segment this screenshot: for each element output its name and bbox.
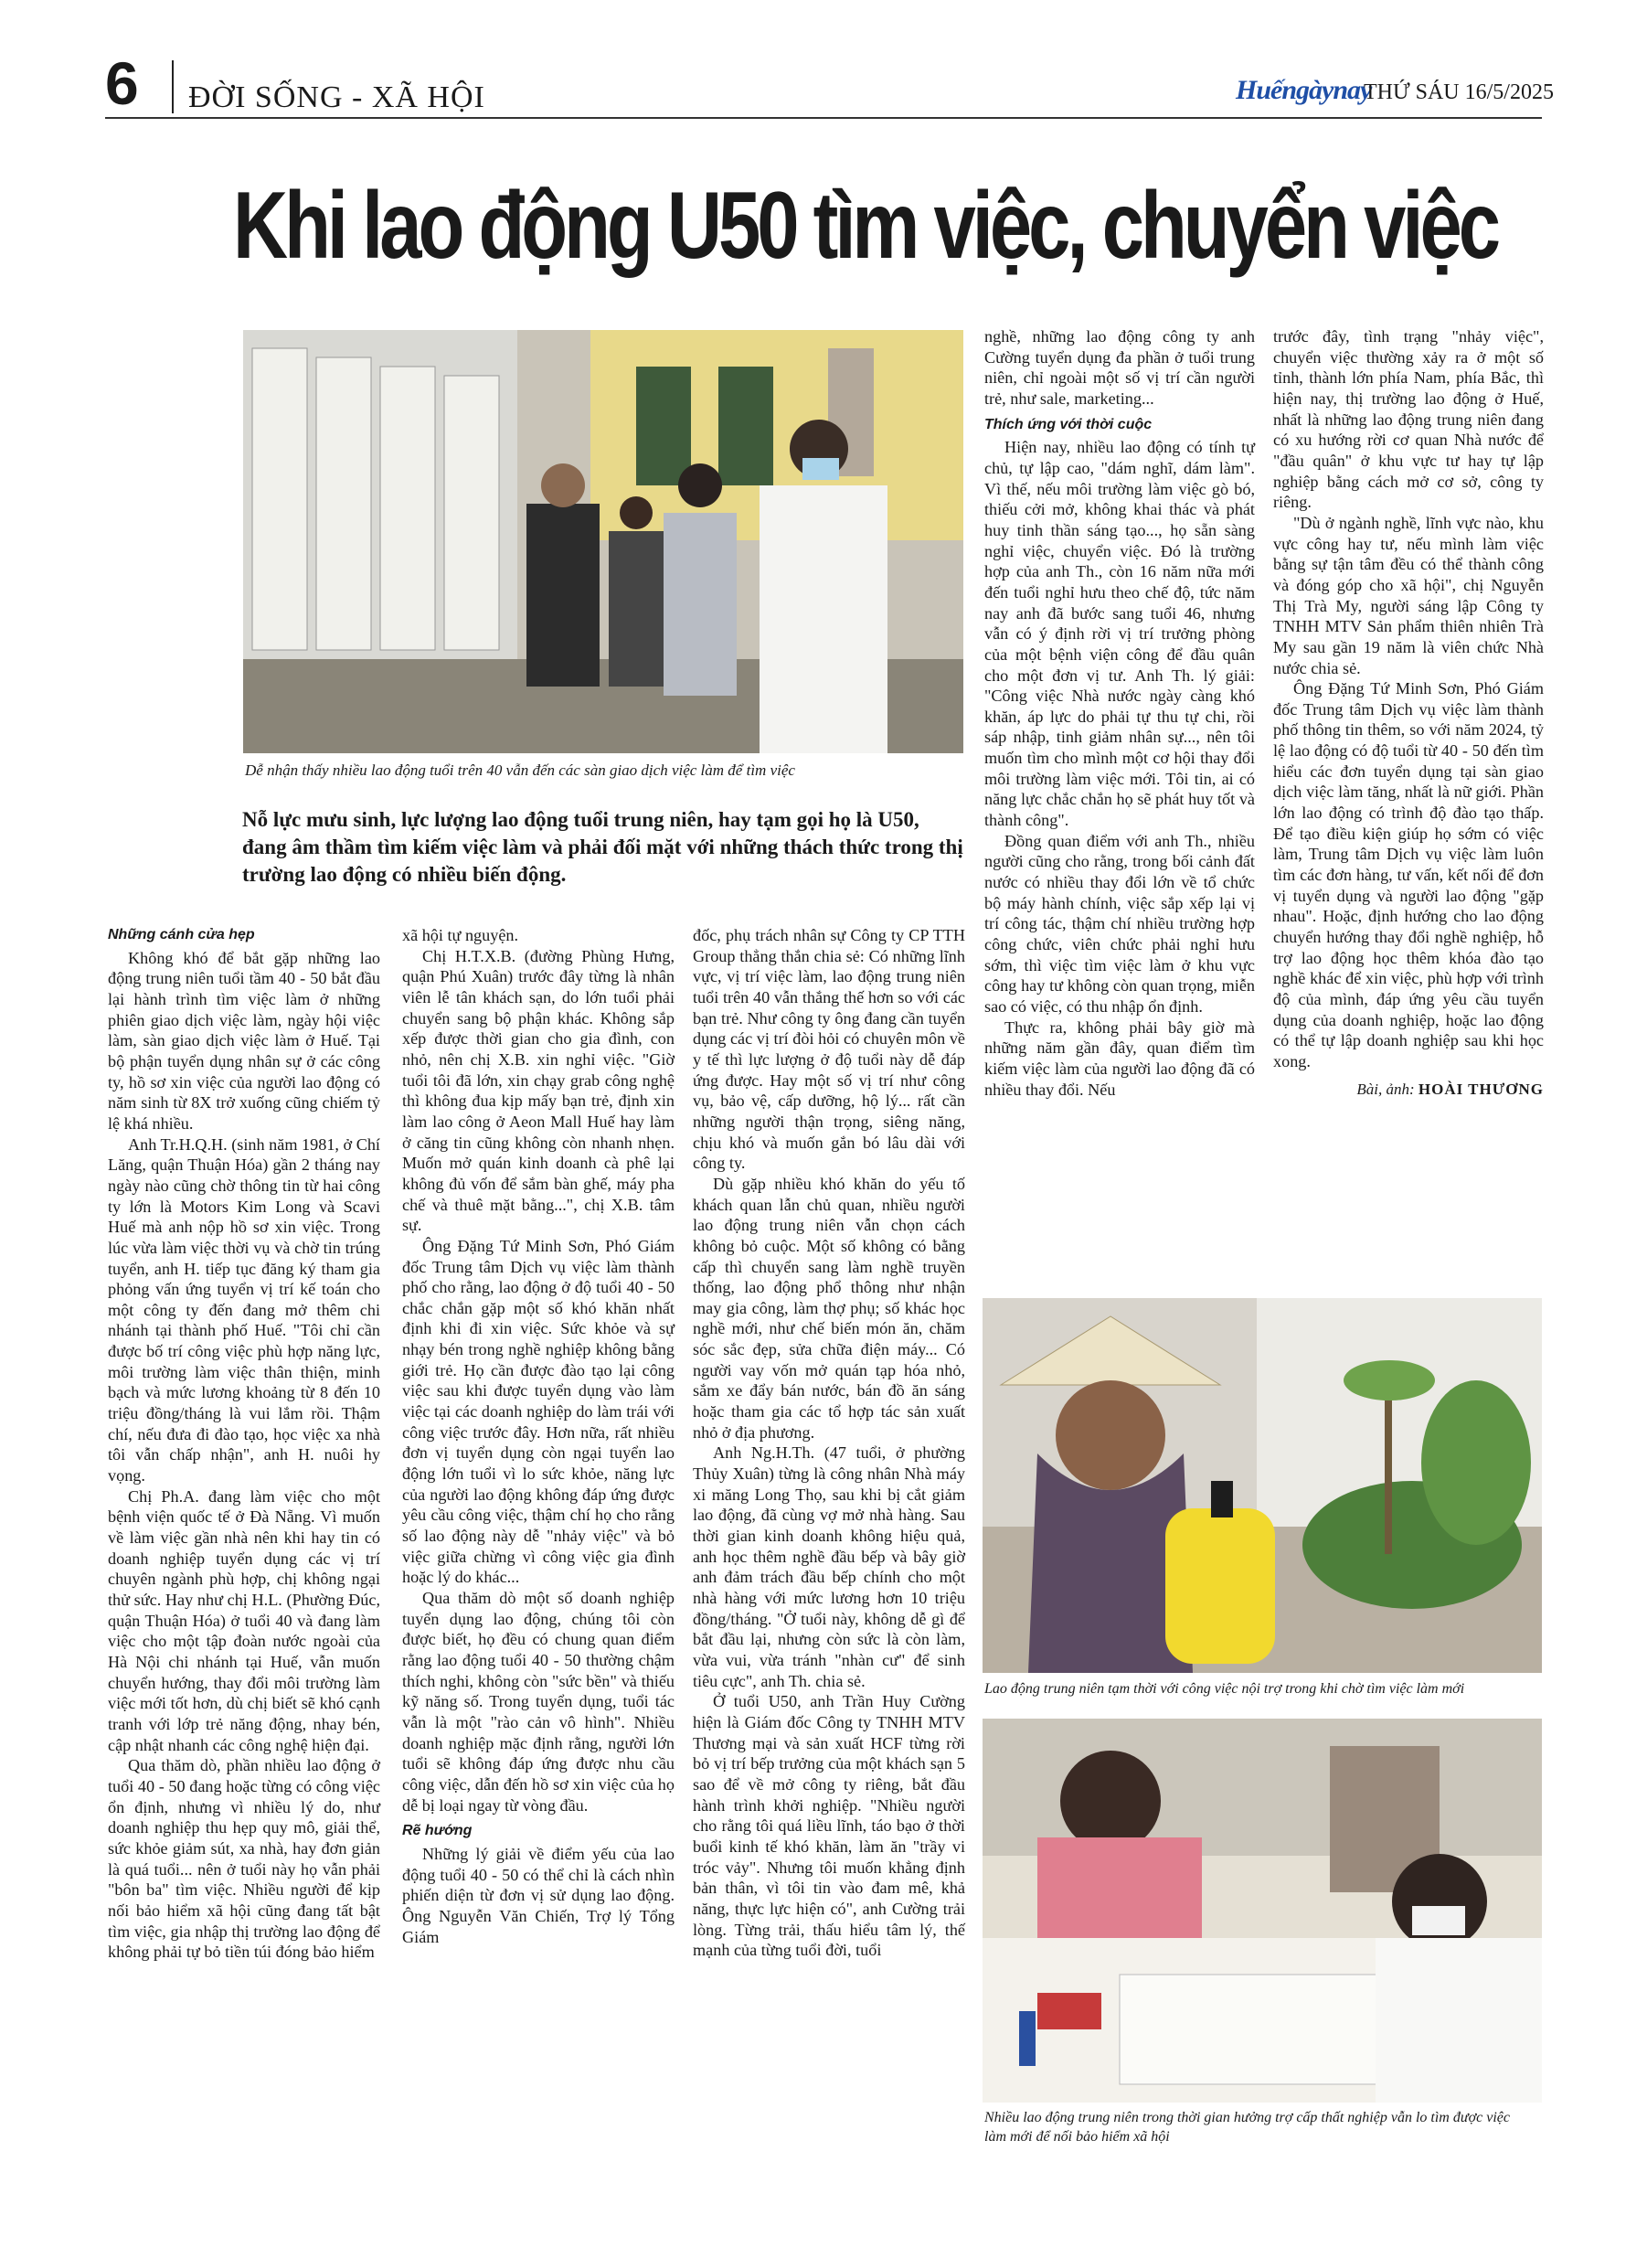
paragraph: trước đây, tình trạng "nhảy việc", chuyển việc thường xảy ra ở một số tỉnh, thành lớn phía Nam, phía Bắc, thì hiện nay, thị trường lao động ở Huế, nhất là những lao động trung niên đang có xu hướng rời cơ quan Nhà nước để "đầu quân" ở khu vực tư hay tự lập nghiệp bằng cách mở cơ sở, công ty riêng. [1273, 327, 1544, 512]
subhead: Thích ứng với thời cuộc [984, 416, 1153, 432]
paragraph: Anh Ng.H.Th. (47 tuổi, ở phường Thủy Xuân) từng là công nhân Nhà máy xi măng Long Thọ, sau khi bị cắt giảm lao động, đã cùng vợ mở nhà hàng. Sau thời gian kinh doanh không hiệu quả, anh học thêm nghề đầu bếp và bây giờ anh đảm trách đầu bếp chính cho một nhà hàng với mức lương hơn 10 triệu đồng/tháng. "Ở tuổi này, không dễ gì để bắt đầu lại, nhưng còn sức là còn làm, vừa vui, vừa tránh "nhàn cư" để sinh tiêu cực", anh Th. chia sẻ. [693, 1443, 965, 1690]
paragraph: Không khó để bắt gặp những lao động trung niên tuổi tầm 40 - 50 bắt đầu lại hành trình tìm việc làm ở những phiên giao dịch việc làm, ngày hội việc làm, sàn giao dịch việc làm ở Huế. Tại bộ phận tuyển dụng nhân sự ở các công ty, hồ sơ xin việc của người lao động có năm sinh từ 8X trở xuống cũng chiếm tỷ lệ khá nhiều. [108, 948, 380, 1133]
plants-photo-caption: Lao động trung niên tạm thời với công việc nội trợ trong khi chờ tìm việc làm mới [984, 1681, 1465, 1697]
byline-prefix: Bài, ảnh: [1356, 1080, 1415, 1098]
column-4 [984, 326, 1255, 1100]
paragraph: xã hội tự nguyện. [402, 926, 519, 944]
paragraph: Chị H.T.X.B. (đường Phùng Hưng, quận Phú Xuân) trước đây từng là nhân viên lễ tân khách sạn, do lớn tuổi phải chuyển sang bộ phận khác. Không sắp xếp được thời gian cho gia đình, con nhỏ, nên chị X.B. xin nghỉ việc. "Giờ tuổi tôi đã lớn, xin chạy grab công nghệ thì không đua kịp mấy bạn trẻ, định xin làm lao công ở Aeon Mall Huế hay làm ở căng tin cũng không còn nhanh nhẹn. Muốn mở quán kinh doanh cà phê lại không đủ vốn để sắm bàn ghế, máy pha chế và thuê mặt bằng...", chị X.B. tâm sự. [402, 946, 675, 1235]
paragraph: Ở tuổi U50, anh Trần Huy Cường hiện là Giám đốc Công ty TNHH MTV Thương mại và sản xuất HCF từng rời bỏ vị trí bếp trưởng của một khách sạn 5 sao để về mở công ty riêng, bắt đầu hành trình khởi nghiệp. "Nhiều người cho rằng tôi quá liều lĩnh, táo bạo ở thời buổi kinh tế khó khăn, làm ăn "trầy vi tróc vảy". Nhưng tôi muốn khẳng định bản thân, vì tôi tin vào đam mê, khả năng, thực lực hiện có", anh Cường trải lòng. Từng trải, thấu hiểu tâm lý, thế mạnh của từng tuổi đời, tuổi [693, 1692, 965, 1960]
paragraph: đốc, phụ trách nhân sự Công ty CP TTH Group thẳng thắn chia sẻ: Có những lĩnh vực, vị trí việc làm, lao động trung niên tuổi trên 40 vẫn thắng thế hơn so với các bạn trẻ. Như công ty ông đang cần tuyển dụng các vị trí đòi hỏi có chuyên môn về y tế thì lực lượng ở độ tuổi này dễ đáp ứng được. Hay một số vị trí như công vụ, bảo vệ, cấp dưỡng, hộ lý... rất cần những người thận trọng, siêng năng, chịu khó và muốn gắn bó lâu dài với công ty. [693, 926, 965, 1173]
paragraph: Dù gặp nhiều khó khăn do yếu tố khách quan lẫn chủ quan, nhiều người lao động trung niên vẫn chọn cách không bỏ cuộc. Một số không có bằng cấp thì chuyển sang làm nghề truyền thống, lao động phổ thông như nhận may gia công, làm thợ phụ; số khác học nghề mới, như chế biến món ăn, chăm sóc sắc đẹp, sửa chữa điện máy... Có người vay vốn mở quán tạp hóa nhỏ, sắm xe đẩy bán nước, bán đồ ăn sáng hoặc tham gia các tổ hợp tác sản xuất nhỏ ở địa phương. [693, 1174, 965, 1442]
byline [1273, 1080, 1544, 1101]
paragraph: Qua thăm dò, phần nhiều lao động ở tuổi 40 - 50 đang hoặc từng có công việc ổn định, nhưng vì nhiều lý do, như doanh nghiệp thu hẹp quy mô, giải thể, sức khỏe giảm sút, xa nhà, hay đơn giản là quá tuổi... nên ở tuổi này họ vẫn phải "bôn ba" tìm việc. Nhiều người để kịp nối bảo hiểm xã hội cũng đang tất bật tìm việc, gia nhập thị trường lao động để không phải tự bỏ tiền túi đóng bảo hiểm [108, 1756, 380, 1962]
sapo: Nỗ lực mưu sinh, lực lượng lao động tuổi trung niên, hay tạm gọi họ là U50, đang âm thầm tìm kiếm việc làm và phải đối mặt với những thách thức trong thị trường lao động có nhiều biến động. [242, 808, 963, 886]
column-2 [402, 925, 675, 1947]
paragraph: "Dù ở ngành nghề, lĩnh vực nào, khu vực công hay tư, nếu mình làm việc bằng sự tận tâm đều có thể thành công và đóng góp cho xã hội", chị Nguyễn Thị Trà My, người sáng lập Công ty TNHH MTV Sản phẩm thiên nhiên Trà My sau gần 19 năm là viên chức Nhà nước chia sẻ. [1273, 513, 1544, 677]
paragraph: nghề, những lao động công ty anh Cường tuyển dụng đa phần ở tuổi trung niên, chỉ ngoài một số vị trí cần người trẻ, như sale, marketing... [984, 327, 1255, 408]
plants-photo [983, 1298, 1542, 1673]
headline: Khi lao động U50 tìm việc, chuyển việc [233, 173, 1498, 279]
paragraph: Anh Tr.H.Q.H. (sinh năm 1981, ở Chí Lăng, quận Thuận Hóa) gần 2 tháng nay ngày nào cũng chờ thông tin từ hai công ty lớn là Motors Kim Long và Scavi Huế mà anh nộp hồ sơ xin việc. Trong lúc vừa làm việc thời vụ và chờ tin trúng tuyển, anh H. tiếp tục đăng ký tham gia phỏng vấn ứng tuyển vị trí kế toán cho một công ty đến đang mở thêm chi nhánh tại thành phố Huế. "Tôi chỉ cần được bố trí công việc phù hợp năng lực, môi trường làm việc thân thiện, minh bạch và mức lương khoảng từ 8 đến 10 triệu đồng/tháng là vui lắm rồi. Thậm chí, nếu đưa đi đào tạo, học việc xa nhà tôi vẫn chấp nhận", anh H. nuôi hy vọng. [108, 1134, 380, 1485]
subhead: Những cánh cửa hẹp [108, 927, 255, 942]
section-title: ĐỜI SỐNG - XÃ HỘI [188, 80, 485, 114]
issue-date: THỨ SÁU 16/5/2025 [1364, 80, 1554, 104]
paragraph: Chị Ph.A. đang làm việc cho một bệnh viện quốc tế ở Đà Nẵng. Vì muốn về làm việc gần nhà nên khi hay tin có doanh nghiệp tuyển dụng các vị trí chuyên ngành phù hợp, chị không ngại thử sức. Hay như chị H.L. (Phường Đúc, quận Thuận Hóa) ở tuổi 40 và đang làm việc cho một tập đoàn nước ngoài của Hà Nội chi nhánh tại Huế, vẫn muốn chuyển hướng, thay đổi môi trường làm việc mới tốt hơn, dù chị biết sẽ khó cạnh tranh với lớp trẻ năng động, nhay bén, cập nhật nhanh các công nghệ hiện đại. [108, 1486, 380, 1754]
column-1 [108, 925, 380, 1963]
main-photo-caption: Dễ nhận thấy nhiều lao động tuổi trên 40 vẫn đến các sàn giao dịch việc làm để tìm việc [245, 761, 795, 779]
newspaper-logo: Huếngàynay [1236, 75, 1372, 105]
paragraph: Những lý giải về điểm yếu của lao động tuổi 40 - 50 có thể chỉ là cách nhìn phiến diện từ đơn vị sử dụng lao động. Ông Nguyễn Văn Chiến, Trợ lý Tổng Giám [402, 1844, 675, 1946]
paragraph: Ông Đặng Tứ Minh Sơn, Phó Giám đốc Trung tâm Dịch vụ việc làm thành phố thông tin thêm, so với năm 2024, tỷ lệ lao động có độ tuổi từ 40 - 50 đến tìm hiểu các đơn tuyển dụng tại sàn giao dịch việc làm tăng, nhất là nữ giới. Phần lớn lao động có trình độ đào tạo thấp. Để tạo điều kiện giúp họ sớm có việc làm, Trung tâm Dịch vụ việc làm luôn tìm các đơn hàng, tư vấn, kết nối để đơn vị tuyển dụng và người lao động "gặp nhau". Hoặc, định hướng cho lao động chuyển hướng thay đổi nghề nghiệp, hỗ trợ lao động học thêm khóa đào tạo nghề khác để xin việc, phù hợp với trình độ của mình, đáp ứng yêu cầu tuyển dụng của doanh nghiệp, hoặc lao động có thể tự lập doanh nghiệp sau khi học xong. [1273, 679, 1544, 1070]
desk-photo [983, 1719, 1542, 2103]
desk-photo-caption: Nhiều lao động trung niên trong thời gian hưởng trợ cấp thất nghiệp vẫn lo tìm được việc làm mới để nối bảo hiểm xã hội [984, 2110, 1510, 2145]
header-rule [105, 117, 1542, 119]
paragraph: Hiện nay, nhiều lao động có tính tự chủ, tự lập cao, "dám nghĩ, dám làm". Vì thế, nếu môi trường làm việc gò bó, thiếu cởi mở, không khai thác và phát huy tinh thần sáng tạo..., họ sẵn sàng nghỉ việc, chuyển việc. Đó là trường hợp của anh Th., còn 16 năm nữa mới đến tuổi nghỉ hưu theo chế độ, tức năm nay anh đã bước sang tuổi 46, nhưng vẫn có ý định rời vị trí trưởng phòng của một bệnh viện công để đầu quân cho một đơn vị tư. Anh Th. lý giải: "Công việc Nhà nước ngày càng khó khăn, áp lực do phải tự thu tự chi, rồi sáp nhập, tinh giảm nhân sự..., nên tôi muốn tìm cho mình một cơ hội thay đổi môi trường làm việc mới. Tôi tin, ai có năng lực chắc chắn họ sẽ phát huy tốt và thành công". [984, 438, 1255, 830]
byline-author: HOÀI THƯƠNG [1418, 1080, 1544, 1098]
column-5 [1273, 326, 1544, 1100]
paragraph: Qua thăm dò một số doanh nghiệp tuyển dụng lao động, chúng tôi còn được biết, họ đều có chung quan điểm rằng lao động tuổi 40 - 50 thường chậm thích nghi, không còn "sức bền" và thiếu kỹ năng số. Trong tuyển dụng, tuổi tác vẫn là một "rào cản vô hình". Nhiều doanh nghiệp mặc định rằng, người lớn tuổi sẽ không đáp ứng được nhu cầu công việc, dẫn đến hồ sơ xin việc của họ dễ bị loại ngay từ vòng đầu. [402, 1589, 675, 1815]
header-divider [172, 60, 174, 113]
main-photo [243, 330, 963, 753]
paragraph: Đồng quan điểm với anh Th., nhiều người cũng cho rằng, trong bối cảnh đất nước có nhiều thay đổi lớn về tổ chức bộ máy hành chính, việc sắp xếp lại vị trí công tác, thậm chí nhiều trường hợp công chức, viên chức phải nghỉ hưu sớm, thì việc tìm việc làm ở khu vực công hay tư không còn quan trọng, miễn sao có việc, có thu nhập ổn định. [984, 831, 1255, 1016]
column-3 [693, 925, 965, 1961]
paragraph: Ông Đặng Tứ Minh Sơn, Phó Giám đốc Trung tâm Dịch vụ việc làm thành phố cho rằng, lao động ở độ tuổi 40 - 50 chắc chắn gặp một số khó khăn nhất định khi đi xin việc. Sức khỏe và sự nhạy bén trong nghề nghiệp không bằng giới trẻ. Họ cần được đào tạo lại công việc sau khi được tuyển dụng vào làm việc tại các doanh nghiệp do làm trái với công việc trước đây. Hơn nữa, rất nhiều đơn vị tuyển dụng còn ngại tuyển lao động lớn tuổi vì lo sức khỏe, năng lực của người lao động không đáp ứng được yêu cầu công việc, thậm chí họ cho rằng số lao động này dễ "nhảy việc" và bỏ việc giữa chừng vì công việc gia đình hoặc lý do khác... [402, 1236, 675, 1587]
subhead: Rẽ hướng [402, 1823, 473, 1839]
paragraph: Thực ra, không phải bây giờ mà những năm gần đây, quan điểm tìm kiếm việc làm của người lao động đã có nhiều thay đổi. Nếu [984, 1017, 1255, 1099]
page-number: 6 [105, 49, 139, 117]
